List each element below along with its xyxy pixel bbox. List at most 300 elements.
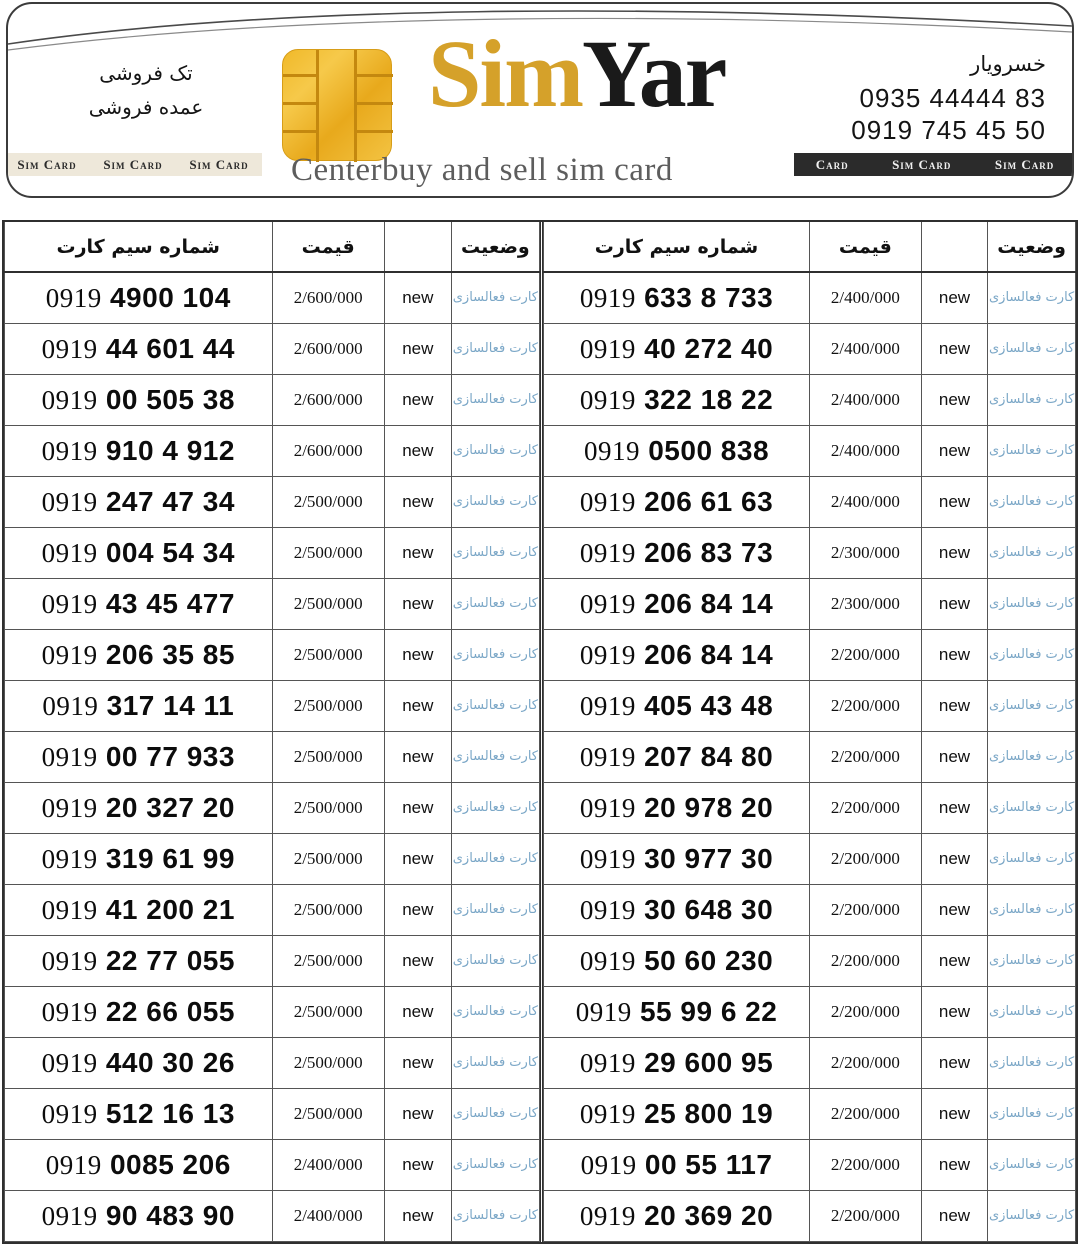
- sim-number-rest: 910 4 912: [97, 434, 235, 466]
- table-row[interactable]: [544, 884, 1076, 935]
- cell-price: 2/200/000: [810, 629, 922, 680]
- sim-number-prefix: 0919: [41, 435, 98, 466]
- cell-status: کارت فعالسازی: [451, 425, 539, 476]
- cell-condition: new: [921, 782, 988, 833]
- cell-status: کارت فعالسازی: [988, 527, 1076, 578]
- header-condition: [921, 222, 988, 272]
- cell-status: کارت فعالسازی: [988, 374, 1076, 425]
- sim-number-rest: 00 505 38: [97, 383, 235, 415]
- table-row[interactable]: [5, 323, 540, 374]
- cell-condition: new: [384, 425, 451, 476]
- sim-number-rest: 004 54 34: [97, 536, 235, 568]
- cell-status: کارت فعالسازی: [988, 680, 1076, 731]
- sim-number-rest: 207 84 80: [635, 740, 774, 772]
- sim-number-rest: 90 483 90: [97, 1199, 235, 1231]
- sim-number-prefix: 0919: [41, 741, 98, 772]
- cell-sim-number: [5, 476, 273, 527]
- phone-number-1: 0935 44444 83: [859, 83, 1046, 113]
- sim-number-prefix: 0919: [579, 945, 636, 976]
- sim-number-rest: 41 200 21: [97, 893, 235, 925]
- sim-number-prefix: 0919: [579, 792, 636, 823]
- cell-sim-number: [544, 782, 810, 833]
- cell-status: کارت فعالسازی: [988, 1190, 1076, 1241]
- cell-sim-number: [5, 374, 273, 425]
- cell-condition: new: [921, 323, 988, 374]
- cell-condition: new: [384, 374, 451, 425]
- cell-status: کارت فعالسازی: [451, 1190, 539, 1241]
- header-status: وضعیت: [451, 222, 539, 272]
- cell-condition: new: [921, 527, 988, 578]
- cell-status: کارت فعالسازی: [988, 323, 1076, 374]
- cell-price: 2/600/000: [272, 425, 384, 476]
- strip-right-item: Card: [815, 156, 849, 172]
- cell-price: 2/200/000: [810, 986, 922, 1037]
- price-table-left-half: [2, 222, 540, 1242]
- strip-left-item: Sim Card: [103, 156, 163, 172]
- cell-sim-number: [5, 578, 273, 629]
- table-row[interactable]: [5, 986, 540, 1037]
- sim-number-rest: 30 977 30: [635, 842, 774, 874]
- cell-status: کارت فعالسازی: [451, 731, 539, 782]
- table-row[interactable]: [5, 272, 540, 323]
- table-row[interactable]: [544, 680, 1076, 731]
- cell-status: کارت فعالسازی: [451, 1088, 539, 1139]
- cell-status: کارت فعالسازی: [988, 935, 1076, 986]
- cell-sim-number: [544, 1139, 810, 1190]
- cell-condition: new: [384, 323, 451, 374]
- cell-sim-number: [544, 578, 810, 629]
- brand-tagline: Centerbuy and sell sim card: [291, 152, 673, 188]
- table-row[interactable]: [544, 476, 1076, 527]
- sim-number-rest: 633 8 733: [635, 281, 774, 313]
- cell-sim-number: [544, 1088, 810, 1139]
- cell-status: کارت فعالسازی: [451, 323, 539, 374]
- cell-price: 2/500/000: [272, 884, 384, 935]
- cell-status: کارت فعالسازی: [451, 884, 539, 935]
- table-row[interactable]: [5, 1139, 540, 1190]
- table-row[interactable]: [544, 782, 1076, 833]
- banner-sales-types: [36, 56, 256, 124]
- sim-number-prefix: 0919: [579, 282, 636, 313]
- cell-status: کارت فعالسازی: [988, 1037, 1076, 1088]
- table-row[interactable]: [5, 680, 540, 731]
- table-row[interactable]: [544, 935, 1076, 986]
- sim-number-prefix: 0919: [41, 333, 98, 364]
- cell-price: 2/200/000: [810, 1037, 922, 1088]
- cell-price: 2/200/000: [810, 884, 922, 935]
- cell-price: 2/200/000: [810, 833, 922, 884]
- cell-condition: new: [921, 1190, 988, 1241]
- cell-condition: new: [921, 731, 988, 782]
- sim-number-rest: 29 600 95: [635, 1046, 774, 1078]
- cell-condition: new: [921, 884, 988, 935]
- cell-price: 2/500/000: [272, 782, 384, 833]
- sim-number-rest: 44 601 44: [97, 332, 235, 364]
- cell-condition: new: [921, 1088, 988, 1139]
- cell-condition: new: [384, 833, 451, 884]
- cell-sim-number: [5, 1139, 273, 1190]
- sim-number-rest: 22 66 055: [97, 995, 235, 1027]
- sim-number-prefix: 0919: [579, 1098, 636, 1129]
- cell-price: 2/500/000: [272, 680, 384, 731]
- cell-status: کارت فعالسازی: [451, 782, 539, 833]
- sim-number-prefix: 0919: [579, 333, 636, 364]
- table-row[interactable]: [5, 629, 540, 680]
- table-row[interactable]: [5, 1088, 540, 1139]
- retail-label: تک فروشی: [99, 61, 193, 85]
- sim-number-rest: 206 35 85: [97, 638, 235, 670]
- cell-condition: new: [921, 578, 988, 629]
- cell-condition: new: [384, 731, 451, 782]
- table-row[interactable]: [544, 527, 1076, 578]
- sim-number-prefix: 0919: [41, 384, 98, 415]
- cell-status: کارت فعالسازی: [451, 680, 539, 731]
- cell-price: 2/400/000: [272, 1190, 384, 1241]
- price-table-left: [4, 222, 540, 1242]
- cell-sim-number: [544, 323, 810, 374]
- sim-number-rest: 50 60 230: [635, 944, 774, 976]
- sim-number-prefix: 0919: [579, 639, 636, 670]
- brand-logo: [428, 20, 726, 127]
- header-sim-number: شماره سیم کارت: [5, 222, 273, 272]
- cell-price: 2/500/000: [272, 629, 384, 680]
- table-header-row: [5, 222, 540, 272]
- table-row[interactable]: [544, 374, 1076, 425]
- cell-sim-number: [544, 476, 810, 527]
- cell-price: 2/500/000: [272, 986, 384, 1037]
- cell-price: 2/200/000: [810, 782, 922, 833]
- cell-status: کارت فعالسازی: [988, 986, 1076, 1037]
- cell-sim-number: [5, 323, 273, 374]
- brand-logo-sim: Sim: [428, 20, 583, 127]
- sim-number-rest: 206 84 14: [635, 587, 774, 619]
- cell-condition: new: [384, 782, 451, 833]
- cell-status: کارت فعالسازی: [451, 374, 539, 425]
- strip-left-item: Sim Card: [17, 156, 77, 172]
- header-status: وضعیت: [988, 222, 1076, 272]
- price-table-right-half: [540, 222, 1078, 1242]
- sim-number-prefix: 0919: [42, 690, 99, 721]
- cell-price: 2/400/000: [810, 425, 922, 476]
- cell-price: 2/400/000: [810, 323, 922, 374]
- sim-number-prefix: 0919: [41, 1200, 98, 1231]
- table-row[interactable]: [544, 1190, 1076, 1241]
- table-row[interactable]: [5, 1190, 540, 1241]
- cell-status: کارت فعالسازی: [451, 1037, 539, 1088]
- cell-condition: new: [921, 986, 988, 1037]
- sim-number-rest: 317 14 11: [98, 689, 235, 721]
- cell-sim-number: [544, 527, 810, 578]
- cell-status: کارت فعالسازی: [451, 527, 539, 578]
- cell-condition: new: [384, 1139, 451, 1190]
- cell-sim-number: [5, 782, 273, 833]
- table-row[interactable]: [544, 323, 1076, 374]
- cell-condition: new: [921, 1037, 988, 1088]
- cell-condition: new: [384, 1037, 451, 1088]
- sim-card-banner: [6, 2, 1074, 198]
- cell-sim-number: [544, 833, 810, 884]
- table-row[interactable]: [544, 1139, 1076, 1190]
- cell-condition: new: [921, 425, 988, 476]
- sim-number-prefix: 0919: [579, 843, 636, 874]
- sim-number-prefix: 0919: [580, 1149, 637, 1180]
- cell-status: کارت فعالسازی: [988, 884, 1076, 935]
- sim-number-prefix: 0919: [41, 588, 98, 619]
- table-header-row: [544, 222, 1076, 272]
- strip-left-item: Sim Card: [189, 156, 249, 172]
- table-row[interactable]: [5, 935, 540, 986]
- table-row[interactable]: [5, 578, 540, 629]
- sim-number-prefix: 0919: [575, 996, 632, 1027]
- table-row[interactable]: [544, 578, 1076, 629]
- sim-number-rest: 405 43 48: [635, 689, 774, 721]
- sim-number-prefix: 0919: [41, 894, 98, 925]
- cell-price: 2/600/000: [272, 272, 384, 323]
- sim-number-rest: 20 369 20: [635, 1199, 774, 1231]
- table-row[interactable]: [5, 425, 540, 476]
- cell-status: کارت فعالسازی: [988, 425, 1076, 476]
- cell-status: کارت فعالسازی: [988, 629, 1076, 680]
- cell-condition: new: [384, 629, 451, 680]
- cell-status: کارت فعالسازی: [988, 833, 1076, 884]
- price-table-left-body: [5, 272, 540, 1241]
- cell-condition: new: [384, 935, 451, 986]
- cell-sim-number: [5, 1190, 273, 1241]
- cell-sim-number: [5, 935, 273, 986]
- sim-number-prefix: 0919: [41, 1047, 98, 1078]
- cell-sim-number: [5, 1088, 273, 1139]
- cell-condition: new: [384, 680, 451, 731]
- cell-sim-number: [5, 629, 273, 680]
- sim-number-prefix: 0919: [41, 945, 98, 976]
- sim-number-prefix: 0919: [41, 537, 98, 568]
- cell-sim-number: [544, 374, 810, 425]
- cell-sim-number: [544, 629, 810, 680]
- cell-status: کارت فعالسازی: [988, 476, 1076, 527]
- cell-sim-number: [5, 884, 273, 935]
- cell-condition: new: [921, 935, 988, 986]
- sim-number-rest: 206 83 73: [635, 536, 774, 568]
- sim-number-prefix: 0919: [41, 792, 98, 823]
- table-row[interactable]: [5, 782, 540, 833]
- cell-price: 2/400/000: [810, 374, 922, 425]
- sim-number-rest: 55 99 6 22: [631, 995, 778, 1027]
- sim-number-rest: 440 30 26: [97, 1046, 235, 1078]
- cell-condition: new: [921, 1139, 988, 1190]
- sim-number-rest: 43 45 477: [97, 587, 235, 619]
- strip-right-item: Sim Card: [994, 156, 1055, 172]
- cell-status: کارت فعالسازی: [451, 629, 539, 680]
- sim-number-prefix: 0919: [579, 1200, 636, 1231]
- cell-sim-number: [544, 1037, 810, 1088]
- sim-number-rest: 206 61 63: [635, 485, 774, 517]
- cell-sim-number: [544, 1190, 810, 1241]
- cell-status: کارت فعالسازی: [451, 986, 539, 1037]
- strip-right-item: Sim Card: [892, 156, 952, 172]
- header-price: قیمت: [810, 222, 922, 272]
- sim-number-rest: 00 77 933: [97, 740, 235, 772]
- table-row[interactable]: [5, 884, 540, 935]
- cell-sim-number: [5, 833, 273, 884]
- sim-number-prefix: 0919: [41, 486, 98, 517]
- cell-price: 2/400/000: [810, 272, 922, 323]
- sim-number-rest: 322 18 22: [635, 383, 774, 415]
- cell-status: کارت فعالسازی: [988, 1088, 1076, 1139]
- sim-number-prefix: 0919: [579, 894, 636, 925]
- sim-number-rest: 247 47 34: [97, 485, 235, 517]
- cell-status: کارت فعالسازی: [451, 272, 539, 323]
- phone-number-2: 0919 745 45 50: [851, 115, 1046, 145]
- cell-price: 2/400/000: [272, 1139, 384, 1190]
- table-row[interactable]: [5, 374, 540, 425]
- sim-number-prefix: 0919: [579, 486, 636, 517]
- cell-status: کارت فعالسازی: [988, 731, 1076, 782]
- sim-number-prefix: 0919: [41, 1098, 98, 1129]
- header-sim-number: شماره سیم کارت: [544, 222, 810, 272]
- cell-price: 2/500/000: [272, 833, 384, 884]
- cell-condition: new: [384, 272, 451, 323]
- cell-sim-number: [544, 884, 810, 935]
- cell-sim-number: [544, 425, 810, 476]
- cell-status: کارت فعالسازی: [451, 935, 539, 986]
- table-row[interactable]: [544, 425, 1076, 476]
- table-row[interactable]: [5, 731, 540, 782]
- cell-price: 2/600/000: [272, 323, 384, 374]
- cell-price: 2/200/000: [810, 1139, 922, 1190]
- sim-number-rest: 0085 206: [101, 1148, 231, 1180]
- sim-number-rest: 512 16 13: [97, 1097, 235, 1129]
- cell-status: کارت فعالسازی: [988, 782, 1076, 833]
- sim-chip-icon: [282, 49, 392, 161]
- simcard-strip-right: [794, 153, 1074, 176]
- sim-number-rest: 30 648 30: [635, 893, 774, 925]
- sim-number-prefix: 0919: [579, 690, 636, 721]
- cell-sim-number: [5, 731, 273, 782]
- cell-sim-number: [5, 527, 273, 578]
- owner-name: خسرویار: [970, 52, 1046, 76]
- cell-status: کارت فعالسازی: [988, 578, 1076, 629]
- cell-condition: new: [921, 629, 988, 680]
- sim-number-prefix: 0919: [41, 639, 98, 670]
- cell-sim-number: [544, 935, 810, 986]
- cell-status: کارت فعالسازی: [451, 578, 539, 629]
- cell-sim-number: [544, 272, 810, 323]
- sim-number-rest: 22 77 055: [97, 944, 235, 976]
- cell-price: 2/500/000: [272, 731, 384, 782]
- cell-sim-number: [544, 731, 810, 782]
- cell-price: 2/400/000: [810, 476, 922, 527]
- cell-condition: new: [921, 833, 988, 884]
- cell-condition: new: [921, 476, 988, 527]
- table-row[interactable]: [5, 1037, 540, 1088]
- cell-price: 2/500/000: [272, 1088, 384, 1139]
- sim-number-prefix: 0919: [579, 384, 636, 415]
- cell-price: 2/500/000: [272, 935, 384, 986]
- cell-price: 2/500/000: [272, 476, 384, 527]
- cell-sim-number: [5, 425, 273, 476]
- table-row[interactable]: [544, 833, 1076, 884]
- cell-sim-number: [544, 680, 810, 731]
- cell-sim-number: [5, 680, 273, 731]
- wholesale-label: عمده فروشی: [88, 95, 204, 119]
- cell-condition: new: [384, 527, 451, 578]
- price-table-right-body: [544, 272, 1076, 1241]
- brand-logo-yar: Yar: [582, 20, 726, 127]
- cell-sim-number: [5, 986, 273, 1037]
- sim-number-rest: 00 55 117: [636, 1148, 773, 1180]
- cell-price: 2/500/000: [272, 578, 384, 629]
- price-table-right: [543, 222, 1076, 1242]
- table-row[interactable]: [544, 629, 1076, 680]
- cell-sim-number: [5, 272, 273, 323]
- cell-status: کارت فعالسازی: [451, 1139, 539, 1190]
- cell-status: کارت فعالسازی: [451, 476, 539, 527]
- cell-price: 2/500/000: [272, 1037, 384, 1088]
- table-row[interactable]: [544, 1088, 1076, 1139]
- sim-number-prefix: 0919: [579, 537, 636, 568]
- cell-sim-number: [5, 1037, 273, 1088]
- cell-condition: new: [384, 884, 451, 935]
- table-row[interactable]: [544, 986, 1076, 1037]
- cell-condition: new: [384, 1190, 451, 1241]
- cell-price: 2/600/000: [272, 374, 384, 425]
- simcard-strip-left: [6, 153, 262, 176]
- cell-price: 2/200/000: [810, 935, 922, 986]
- sim-number-prefix: 0919: [579, 741, 636, 772]
- cell-condition: new: [921, 680, 988, 731]
- sim-number-rest: 25 800 19: [635, 1097, 774, 1129]
- sim-number-prefix: 0919: [579, 588, 636, 619]
- sim-number-prefix: 0919: [583, 435, 640, 466]
- table-row[interactable]: [5, 476, 540, 527]
- cell-price: 2/200/000: [810, 680, 922, 731]
- price-list-tables: [2, 220, 1078, 1244]
- header-price: قیمت: [272, 222, 384, 272]
- sim-number-rest: 4900 104: [101, 281, 231, 313]
- sim-number-prefix: 0919: [41, 843, 98, 874]
- sim-number-prefix: 0919: [41, 996, 98, 1027]
- header-condition: [384, 222, 451, 272]
- sim-number-rest: 20 327 20: [97, 791, 235, 823]
- cell-price: 2/300/000: [810, 527, 922, 578]
- cell-sim-number: [544, 986, 810, 1037]
- table-row[interactable]: [544, 272, 1076, 323]
- cell-condition: new: [921, 374, 988, 425]
- cell-status: کارت فعالسازی: [988, 272, 1076, 323]
- sim-number-rest: 206 84 14: [635, 638, 774, 670]
- cell-price: 2/500/000: [272, 527, 384, 578]
- cell-price: 2/200/000: [810, 731, 922, 782]
- table-row[interactable]: [5, 833, 540, 884]
- sim-number-prefix: 0919: [45, 282, 102, 313]
- sim-number-rest: 40 272 40: [635, 332, 774, 364]
- sim-number-prefix: 0919: [579, 1047, 636, 1078]
- sim-number-rest: 319 61 99: [97, 842, 235, 874]
- table-row[interactable]: [5, 527, 540, 578]
- cell-price: 2/300/000: [810, 578, 922, 629]
- cell-condition: new: [384, 578, 451, 629]
- table-row[interactable]: [544, 731, 1076, 782]
- cell-price: 2/200/000: [810, 1190, 922, 1241]
- cell-condition: new: [921, 272, 988, 323]
- sim-number-rest: 0500 838: [639, 434, 770, 466]
- cell-condition: new: [384, 986, 451, 1037]
- cell-status: کارت فعالسازی: [451, 833, 539, 884]
- cell-condition: new: [384, 476, 451, 527]
- cell-price: 2/200/000: [810, 1088, 922, 1139]
- sim-number-prefix: 0919: [45, 1149, 102, 1180]
- table-row[interactable]: [544, 1037, 1076, 1088]
